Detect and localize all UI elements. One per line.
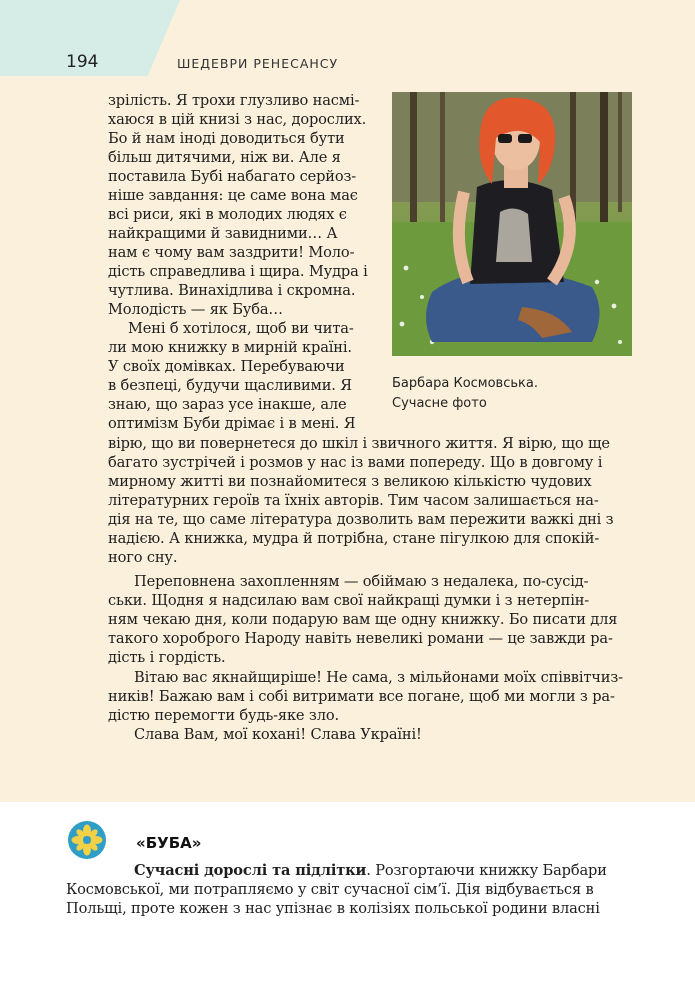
text-line: хаюся в цій книзі з нас, дорослих. [108, 111, 367, 128]
text-line: дістю перемогти будь-яке зло. [108, 707, 339, 724]
text-line: багато зустрічей і розмов у нас із вами попереду. Що в довгому і [108, 454, 603, 471]
text-line: Вітаю вас якнайщиріше! Не сама, з мільйонами моїх співвітчиз- [134, 669, 623, 686]
text-line: ли мою книжку в мирній країні. [108, 339, 352, 356]
text-line: Слава Вам, мої кохані! Слава Україні! [134, 726, 422, 743]
text-line: Переповнена захопленням — обіймаю з недалека, по-сусід- [134, 573, 589, 590]
text-line: мирному житті ви познайомитеся з великою кількістю чудових [108, 473, 592, 490]
caption-line: Барбара Космовська. [392, 376, 538, 391]
section-lead-bold: Сучасні дорослі та підлітки [134, 862, 367, 879]
text-line: У своїх домівках. Перебуваючи [108, 358, 345, 375]
text-line: поставила Бубі набагато серйоз- [108, 168, 357, 185]
text-line: ськи. Щодня я надсилаю вам свої найкращі думки і з нетерпін- [108, 592, 590, 609]
section-text-line: Космовської, ми потрапляємо у світ сучасної сім’ї. Дія відбувається в [66, 881, 594, 898]
text-line: більш дитячими, ніж ви. Але я [108, 149, 341, 166]
text-line: ників! Бажаю вам і собі витримати все погане, щоб ми могли з ра- [108, 688, 615, 705]
text-line: дість справедлива і щира. Мудра і [108, 263, 368, 280]
text-line: чутлива. Винахідлива і скромна. [108, 282, 356, 299]
text-line: Мені б хотілося, щоб ви чита- [128, 320, 354, 337]
text-line: всі риси, які в молодих людях є [108, 206, 347, 223]
text-line: дість і гордість. [108, 649, 226, 666]
author-photo-illustration [392, 92, 632, 356]
text-line: такого хороброго Народу навіть невеликі романи — це завжди ра- [108, 630, 613, 647]
text-line: дія на те, що саме література дозволить вам пережити важкі дні з [108, 511, 614, 528]
text-line: зрілість. Я трохи глузливо насмі- [108, 92, 360, 109]
section-emblem-icon [67, 820, 107, 860]
section-text-line: Польщі, проте кожен з нас упізнає в колізіях польської родини власні [66, 900, 600, 917]
caption-line: Сучасне фото [392, 396, 487, 411]
text-line: оптимізм Буби дрімає і в мені. Я [108, 415, 356, 432]
section-text-line [134, 861, 607, 880]
text-line: в безпеці, будучи щасливими. Я [108, 377, 352, 394]
text-line: нам є чому вам заздрити! Моло- [108, 244, 355, 261]
author-photo [392, 92, 632, 356]
text-line: літературних героїв та їхніх авторів. Тим часом залишається на- [108, 492, 599, 509]
text-line: ного сну. [108, 549, 178, 566]
running-title: ШЕДЕВРИ РЕНЕСАНСУ [177, 56, 339, 71]
text-line: ням чекаю дня, коли подарую вам ще одну книжку. Бо писати для [108, 611, 618, 628]
text-line: найкращими й завидними… А [108, 225, 338, 242]
text-line: надією. А книжка, мудра й потрібна, стане пігулкою для спокій- [108, 530, 600, 547]
photo-caption [392, 374, 642, 414]
text-line: знаю, що зараз усе інакше, але [108, 396, 347, 413]
text-line: Бо й нам іноді доводиться бути [108, 130, 345, 147]
section-lead-rest: . Розгортаючи книжку Барбари [366, 862, 607, 879]
page-number: 194 [66, 52, 99, 72]
text-line: вірю, що ви повернетеся до шкіл і звичного життя. Я вірю, що ще [108, 435, 610, 452]
text-line: Молодість — як Буба… [108, 301, 283, 318]
text-line: ніше завдання: це саме вона має [108, 187, 358, 204]
section-title: «БУБА» [136, 834, 202, 852]
